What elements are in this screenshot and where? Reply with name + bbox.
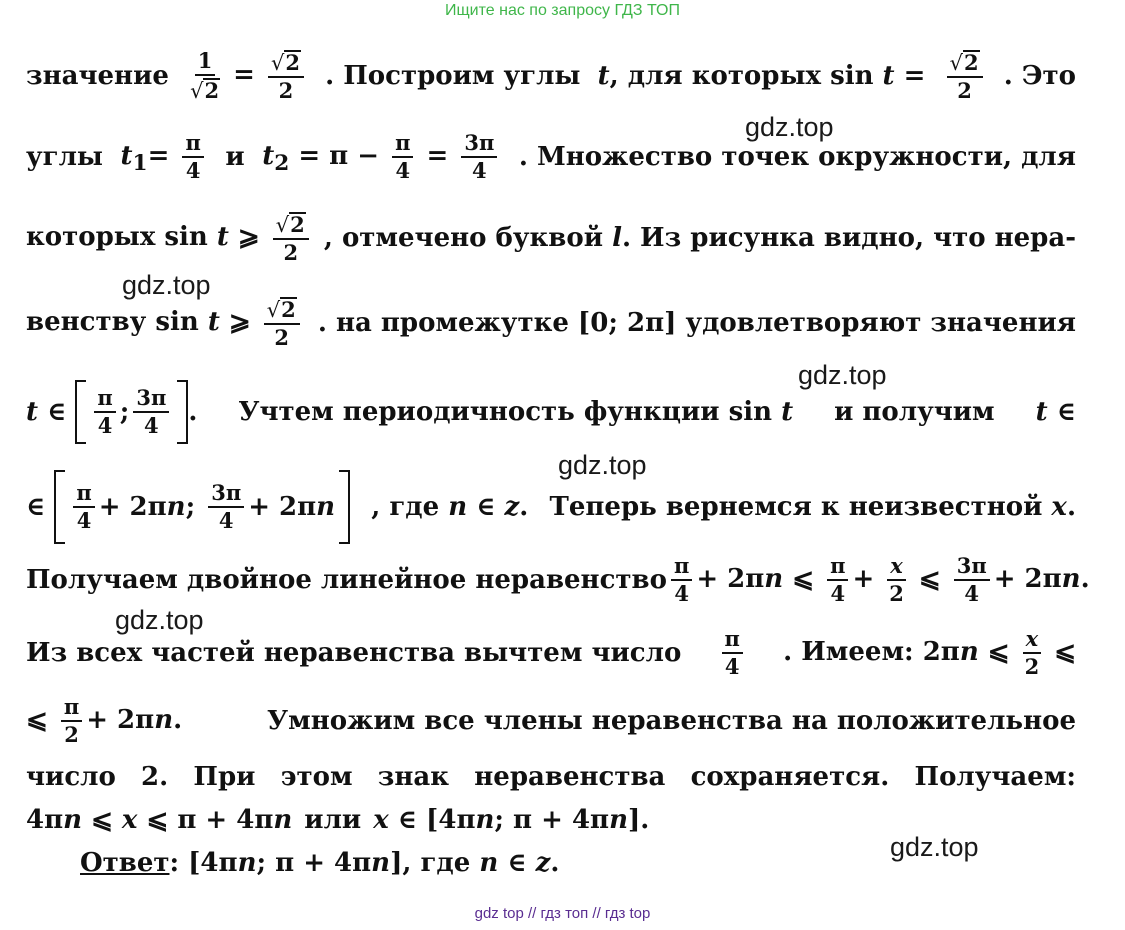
text: , отмечено буквой (323, 223, 603, 254)
text-line-2: углы $t_1=$ $\frac{\pi}{4}$ и $t_2 = \pi$ − $\frac{\pi}{4}$ = $\frac{3\pi}{4}$ . Множество точек окружности, для (26, 130, 1076, 184)
header-banner: Ищите нас по запросу ГДЗ ТОП (445, 2, 680, 19)
answer-line: Ответ : [4π n ; π + 4π n ], где n ∈ z . (80, 848, 560, 878)
text-line-4: венству sin t ⩾ $\frac{√2}{2}$ . на промежутке [0; 2π] удовлетворяют значения (26, 297, 1076, 351)
text: значение (26, 61, 169, 92)
answer-label: Ответ (80, 848, 170, 878)
text: . Имеем: 2π (783, 637, 960, 668)
text-line-7: Получаем двойное линейное неравенство $\frac{\pi}{4}$ + 2πn ⩽ $\frac{\pi}{4}$ + $\frac{x}{2}$ ⩽ $\frac{3\pi}{4}$ + 2πn. (26, 553, 1090, 607)
text: . Построим углы (325, 61, 581, 92)
text-line-11: 4πn ⩽ x ⩽ π + 4πn или x ∈ [4πn; π + 4πn]. (26, 805, 650, 835)
text: Учтем периодичность функции sin (238, 397, 772, 427)
text: и (225, 142, 245, 173)
text-line-3: которых sin t ⩾ $\frac{√2}{2}$ , отмечено буквой l. Из рисунка видно, что нера- (26, 212, 1076, 266)
text: . Это (1003, 61, 1076, 92)
text: . на промежутке [0; 2π] удовлетворяют значения (317, 308, 1076, 339)
text: ; π + 4π (256, 848, 372, 878)
text: ], где (390, 848, 471, 878)
text-line-5: t ∈ $\frac{\pi}{4}$ ; $\frac{3\pi}{4}$ . Учтем периодичность функции sin t и получим t ∈ (26, 380, 1076, 444)
text-line-10 (26, 762, 1076, 792)
text: , для которых sin (609, 61, 874, 92)
watermark: gdz.top (745, 112, 834, 142)
text: или (304, 805, 362, 835)
watermark: gdz.top (890, 832, 979, 862)
text: . Из рисунка видно, что нера- (621, 223, 1076, 254)
text: Получаем двойное линейное неравенство (26, 565, 667, 596)
text: , где (371, 492, 440, 522)
watermark: gdz.top (122, 270, 211, 300)
watermark: gdz.top (558, 450, 647, 480)
text: которых sin (26, 222, 208, 253)
text-line-9: ⩽ $\frac{\pi}{2}$ + 2πn. Умножим все члены неравенства на положительное (26, 694, 1076, 748)
text: Из всех частей неравенства вычтем число (26, 638, 682, 669)
text-line-6: ∈ $\frac{\pi}{4}$ + 2π n ; $\frac{3\pi}{4}$ + 2π n , где n ∈ z. Теперь вернемся к неизвестной x. (26, 470, 1076, 544)
watermark: gdz.top (115, 605, 204, 635)
text-line-8: Из всех частей неравенства вычтем число $\frac{\pi}{4}$ . Имеем: 2πn ⩽ $\frac{x}{2}$ ⩽ (26, 626, 1076, 680)
watermark: gdz.top (798, 360, 887, 390)
text: и получим (834, 397, 995, 427)
formula: $\frac{1}{√2}$ = $\frac{√2}{2}$ (186, 50, 308, 102)
text: Умножим все члены неравенства на положительное (267, 706, 1076, 737)
text: Теперь вернемся к неизвестной (549, 492, 1043, 522)
text: углы (26, 142, 103, 173)
text: число 2. При этом знак неравенства сохраняется. Получаем: (26, 762, 1076, 792)
text-line-1: значение $\frac{1}{√2}$ = $\frac{√2}{2}$ . Построим углы t, для которых sin t = $\frac{√2}{2}$ . Это (26, 48, 1076, 104)
text: венству sin (26, 307, 199, 338)
text: . Множество точек окружности, для (518, 142, 1076, 173)
footer-banner: gdz top // гдз топ // гдз top (474, 905, 651, 922)
text: : [4π (169, 848, 238, 878)
